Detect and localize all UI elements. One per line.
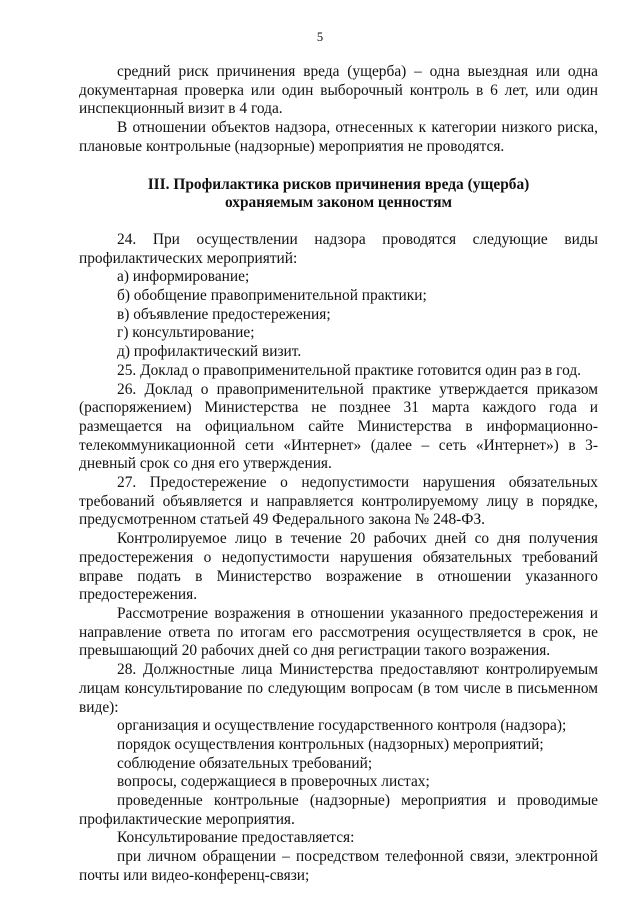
list-item: организация и осуществление государственного контроля (надзора); [117, 717, 567, 735]
list-item: при личном обращении – посредством телефонной связи, электронной почты или видео-конференц-связи; [79, 848, 598, 884]
list-item: порядок осуществления контрольных (надзорных) мероприятий; [117, 735, 544, 753]
paragraph: 24. При осуществлении надзора проводятся следующие виды профилактических мероприятий: [79, 230, 598, 267]
paragraph: В отношении объектов надзора, отнесенных к категории низкого риска, плановые контрольные (надзорные) мероприятия не проводятся. [79, 119, 598, 155]
paragraph: Рассмотрение возражения в отношении указанного предостережения и направление ответа по итогам его рассмотрения осуществляется в срок, не превышающий 20 рабочих дней со дня регистрации такого возражения. [79, 604, 598, 660]
paragraph: 28. Должностные лица Министерства предоставляют контролируемым лицам консультирование по следующим вопросам (в том числе в письменном виде): [79, 661, 598, 716]
list-item: б) обобщение правоприменительной практики; [117, 287, 427, 305]
list-item: проведенные контрольные (надзорные) мероприятия и проводимые профилактические мероприятия. [79, 792, 598, 828]
list-item: г) консультирование; [117, 324, 255, 342]
list-item: соблюдение обязательных требований; [117, 754, 373, 772]
paragraph: Консультирование предоставляется: [117, 829, 355, 847]
paragraph: 26. Доклад о правоприменительной практике утверждается приказом (распоряжением) Министерства не позднее 31 марта каждого года и размещается на официальном сайте Министерства в информационно-телекоммуникационной сети «Интернет» (далее – сеть «Интернет») в 3-дневный срок со дня его утверждения. [79, 380, 598, 473]
list-item: д) профилактический визит. [117, 343, 302, 361]
section-heading-line: III. Профилактика рисков причинения вреда (ущерба) [147, 175, 530, 193]
list-item: вопросы, содержащиеся в проверочных листах; [117, 773, 430, 791]
paragraph: Контролируемое лицо в течение 20 рабочих дней со дня получения предостережения о недопустимости нарушения обязательных требований вправе подать в Министерство возражение в отношении указанного предостережения. [79, 530, 598, 604]
paragraph: средний риск причинения вреда (ущерба) – одна выездная или одна документарная проверка или один выборочный контроль в 6 лет, или один инспекционный визит в 4 года. [79, 63, 598, 118]
document-body [79, 63, 598, 886]
paragraph: 27. Предостережение о недопустимости нарушения обязательных требований объявляется и направляется контролируемому лицу в порядке, предусмотренном статьей 49 Федерального закона № 248-ФЗ. [79, 474, 598, 529]
section-heading-line: охраняемым законом ценностям [224, 194, 453, 212]
list-item: а) информирование; [117, 268, 250, 286]
page-number: 5 [316, 30, 324, 44]
paragraph: 25. Доклад о правоприменительной практике готовится один раз в год. [117, 361, 582, 379]
list-item: в) объявление предостережения; [117, 305, 331, 323]
